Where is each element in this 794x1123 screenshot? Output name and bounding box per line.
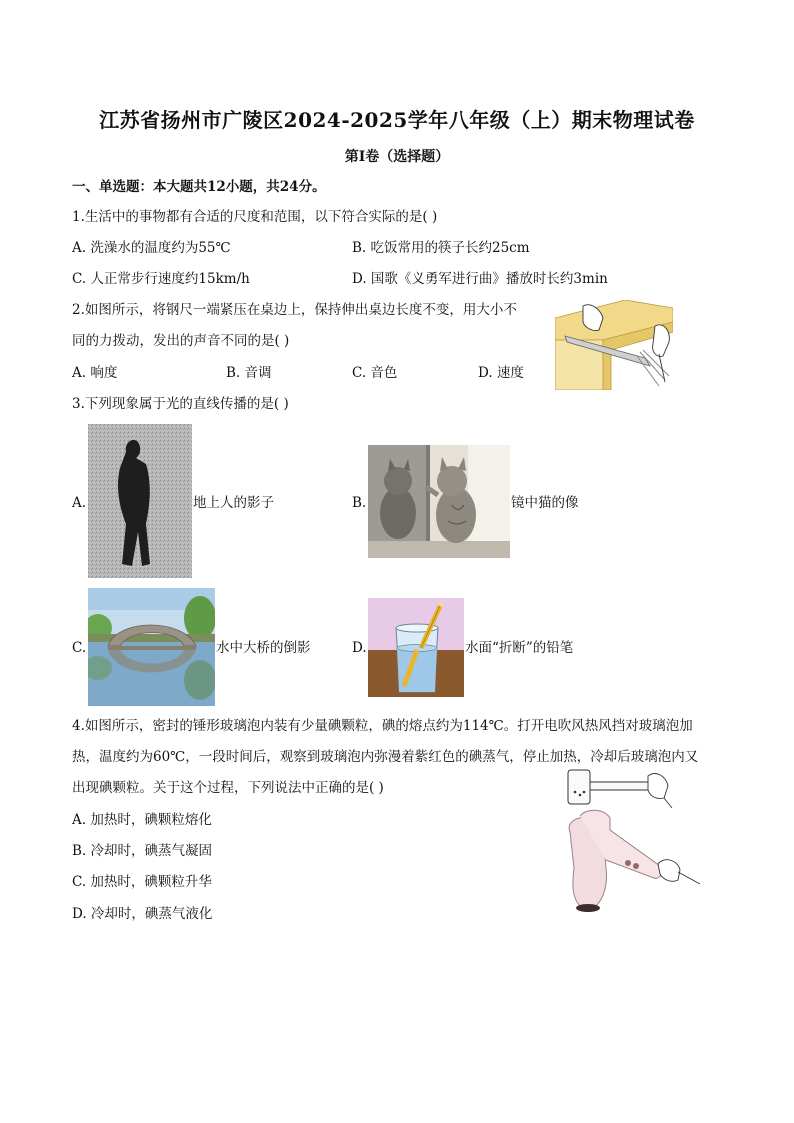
q2-stem-line1: 2.如图所示，将钢尺一端紧压在桌边上，保持伸出桌边长度不变，用大小不	[72, 302, 517, 318]
q4-option-c: C. 加热时，碘颗粒升华	[72, 874, 212, 890]
q3-option-b-text: 镜中猫的像	[511, 495, 579, 511]
cat-mirror-photo	[368, 445, 510, 558]
section-heading: 一、单选题：本大题共12小题，共24分。	[72, 179, 326, 195]
q3-option-b-label: B.	[352, 495, 367, 511]
q2-option-a: A. 响度	[72, 365, 118, 381]
q3-option-c-label: C.	[72, 640, 87, 656]
q1-option-d: D. 国歌《义勇军进行曲》播放时长约3min	[352, 271, 608, 287]
q4-stem-line1: 4.如图所示，密封的锤形玻璃泡内装有少量碘颗粒，碘的熔点约为114℃。打开电吹风热风挡对玻璃泡加	[72, 718, 693, 734]
q2-option-c: C. 音色	[352, 365, 398, 381]
q4-stem-line2: 热，温度约为60℃，一段时间后，观察到玻璃泡内弥漫着紫红色的碘蒸气，停止加热，冷却后玻璃泡内又	[72, 749, 699, 765]
q3-stem: 3.下列现象属于光的直线传播的是( )	[72, 396, 289, 412]
q3-option-a-text: 地上人的影子	[193, 495, 274, 511]
q3-option-d-text: 水面“折断”的铅笔	[465, 640, 574, 656]
q1-option-c: C. 人正常步行速度约15km/h	[72, 271, 250, 287]
shadow-photo	[88, 424, 192, 578]
q1-stem: 1.生活中的事物都有合适的尺度和范围，以下符合实际的是( )	[72, 209, 438, 225]
q3-option-a-label: A.	[72, 495, 87, 511]
iodine-dryer-figure	[560, 768, 712, 914]
q2-option-b: B. 音调	[226, 365, 272, 381]
pencil-in-water-figure	[368, 598, 464, 697]
q4-option-b: B. 冷却时，碘蒸气凝固	[72, 843, 213, 859]
ruler-desk-figure	[555, 300, 673, 390]
page-title: 江苏省扬州市广陵区2024-2025学年八年级（上）期末物理试卷	[99, 108, 695, 132]
q3-option-c-text: 水中大桥的倒影	[216, 640, 311, 656]
q1-option-a: A. 洗澡水的温度约为55℃	[72, 240, 231, 256]
q2-option-d: D. 速度	[478, 365, 524, 381]
q4-option-a: A. 加热时，碘颗粒熔化	[72, 812, 212, 828]
q2-stem-line2: 同的力拨动，发出的声音不同的是( )	[72, 333, 290, 349]
volume-subtitle: 第I卷（选择题）	[344, 149, 450, 165]
q1-option-b: B. 吃饭常用的筷子长约25cm	[352, 240, 530, 256]
q4-stem-line3: 出现碘颗粒。关于这个过程，下列说法中正确的是( )	[72, 780, 384, 796]
q3-option-d-label: D.	[352, 640, 367, 656]
q4-option-d: D. 冷却时，碘蒸气液化	[72, 906, 213, 922]
bridge-reflection-photo	[88, 588, 215, 706]
